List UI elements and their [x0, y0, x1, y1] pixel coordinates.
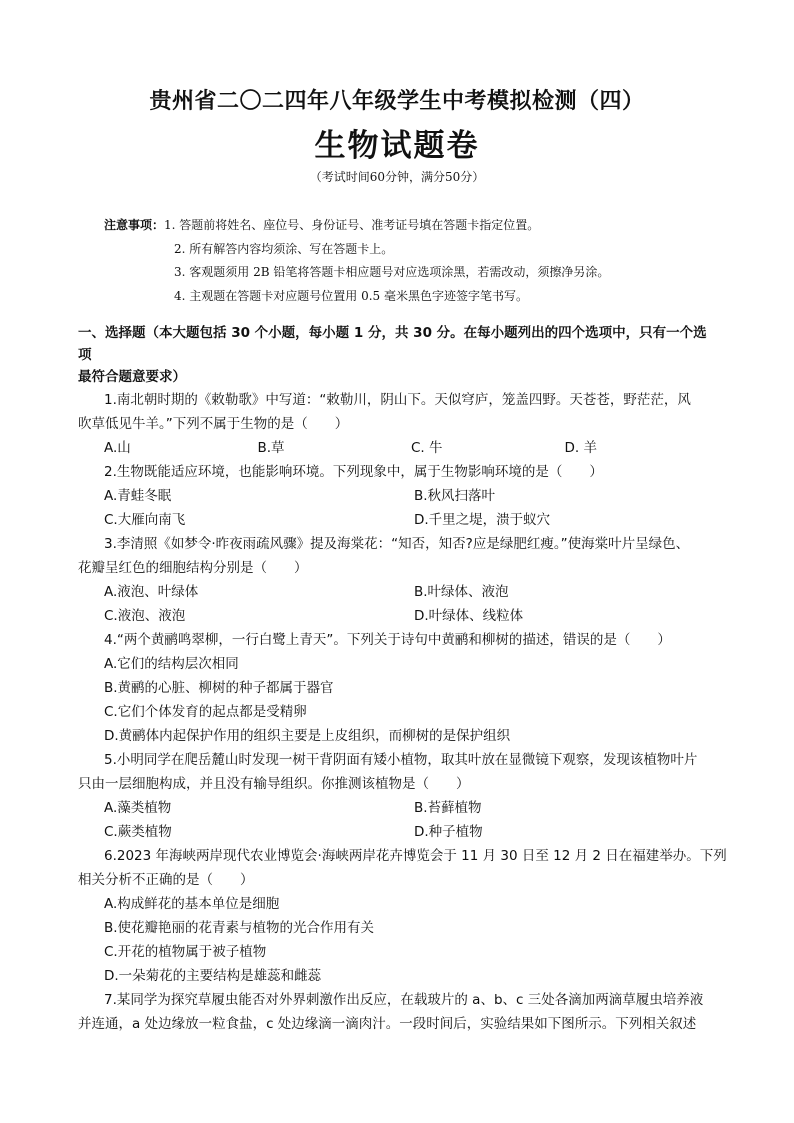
notes-label: 注意事项： — [104, 218, 165, 232]
q3-option-b: B.叶绿体、液泡 — [414, 584, 509, 600]
q5-option-d: D.种子植物 — [414, 824, 483, 840]
q1-option-c: C. 牛 — [411, 440, 443, 456]
question-7-stem-cont: 并连通，a 处边缘放一粒食盐，c 处边缘滴一滴肉汁。一段时间后，实验结果如下图所示。下列相关叙述 — [78, 1016, 697, 1032]
question-3-options-cd — [78, 604, 718, 628]
question-1-stem: 1.南北朝时期的《敕勒歌》中写道：“敕勒川，阴山下。天似穹庐，笼盖四野。天苍苍，野茫茫，风 — [104, 392, 691, 408]
note-item-3: 3. 客观题须用 2B 铅笔将答题卡相应题号对应选项涂黑，若需改动，须擦净另涂。 — [174, 265, 610, 279]
q5-option-c: C.蕨类植物 — [104, 824, 172, 840]
section-heading-line-2: 最符合题意要求） — [78, 369, 186, 385]
q6-option-d: D.一朵菊花的主要结构是雄蕊和雌蕊 — [104, 968, 322, 984]
q2-option-b: B.秋风扫落叶 — [414, 488, 496, 504]
notes-block — [104, 214, 609, 308]
question-5-stem-cont: 只由一层细胞构成，并且没有输导组织。你推测该植物是（ ） — [78, 776, 470, 792]
question-3-options-ab — [78, 580, 718, 604]
question-2-stem: 2.生物既能适应环境，也能影响环境。下列现象中，属于生物影响环境的是（ ） — [104, 464, 603, 480]
q2-option-c: C.大雁向南飞 — [104, 512, 186, 528]
question-3-stem-cont: 花瓣呈红色的细胞结构分别是（ ） — [78, 560, 308, 576]
question-5-options-cd — [78, 820, 718, 844]
exam-time-info: （考试时间60分钟，满分50分） — [309, 170, 485, 184]
question-6-stem: 6.2023 年海峡两岸现代农业博览会·海峡两岸花卉博览会于 11 月 30 日至 12 月 2 日在福建举办。下列 — [104, 848, 727, 864]
note-item-2: 2. 所有解答内容均须涂、写在答题卡上。 — [174, 241, 394, 256]
section-heading-line-1: 一、选择题（本大题包括 30 个小题，每小题 1 分，共 30 分。在每小题列出的四个选项中，只有一个选项 — [78, 325, 707, 363]
q4-option-d: D.黄鹂体内起保护作用的组织主要是上皮组织，而柳树的是保护组织 — [104, 728, 511, 744]
q6-option-b: B.使花瓣艳丽的花青素与植物的光合作用有关 — [104, 920, 375, 936]
question-5-stem: 5.小明同学在爬岳麓山时发现一树干背阴面有矮小植物，取其叶放在显微镜下观察，发现该植物叶片 — [104, 752, 698, 768]
note-row-1 — [104, 214, 609, 238]
q3-option-d: D.叶绿体、线粒体 — [414, 608, 524, 624]
q1-option-d: D. 羊 — [564, 440, 597, 456]
q3-option-a: A.液泡、叶绿体 — [104, 584, 199, 600]
note-item-1: 1. 答题前将姓名、座位号、身份证号、准考证号填在答题卡指定位置。 — [164, 218, 540, 232]
q1-option-a: A.山 — [104, 440, 131, 456]
question-1-options — [78, 436, 718, 460]
question-3-stem: 3.李清照《如梦令·昨夜雨疏风骤》提及海棠花：“知否，知否?应是绿肥红瘦。”使海棠叶片呈绿色、 — [104, 536, 690, 552]
exam-subject-title: 生物试题卷 — [314, 128, 480, 164]
q2-option-a: A.青蛙冬眠 — [104, 488, 172, 504]
question-6-stem-cont: 相关分析不正确的是（ ） — [78, 872, 254, 888]
q4-option-a: A.它们的结构层次相同 — [104, 656, 239, 672]
question-2-options-ab — [78, 484, 718, 508]
note-item-4: 4. 主观题在答题卡对应题号位置用 0.5 毫米黑色字迹签字笔书写。 — [174, 288, 528, 303]
q4-option-b: B.黄鹂的心脏、柳树的种子都属于器官 — [104, 680, 334, 696]
question-1-stem-cont: 吹草低见牛羊。”下列不属于生物的是（ ） — [78, 416, 349, 432]
q3-option-c: C.液泡、液泡 — [104, 608, 186, 624]
exam-title: 贵州省二〇二四年八年级学生中考模拟检测（四） — [149, 89, 645, 114]
question-5-options-ab — [78, 796, 718, 820]
q5-option-a: A.藻类植物 — [104, 800, 172, 816]
question-2-options-cd — [78, 508, 718, 532]
q2-option-d: D.千里之堤，溃于蚁穴 — [414, 512, 551, 528]
question-7-stem: 7.某同学为探究草履虫能否对外界刺激作出反应，在载玻片的 a、b、c 三处各滴加两滴草履虫培养液 — [104, 992, 704, 1008]
question-4-stem: 4.“两个黄鹂鸣翠柳，一行白鹭上青天”。下列关于诗句中黄鹂和柳树的描述，错误的是（ ） — [104, 632, 671, 648]
q1-option-b: B.草 — [257, 440, 285, 456]
q6-option-a: A.构成鲜花的基本单位是细胞 — [104, 896, 280, 912]
q4-option-c: C.它们个体发育的起点都是受精卵 — [104, 704, 307, 720]
q5-option-b: B.苔藓植物 — [414, 800, 482, 816]
q6-option-c: C.开花的植物属于被子植物 — [104, 944, 267, 960]
questions-content — [78, 322, 727, 1036]
